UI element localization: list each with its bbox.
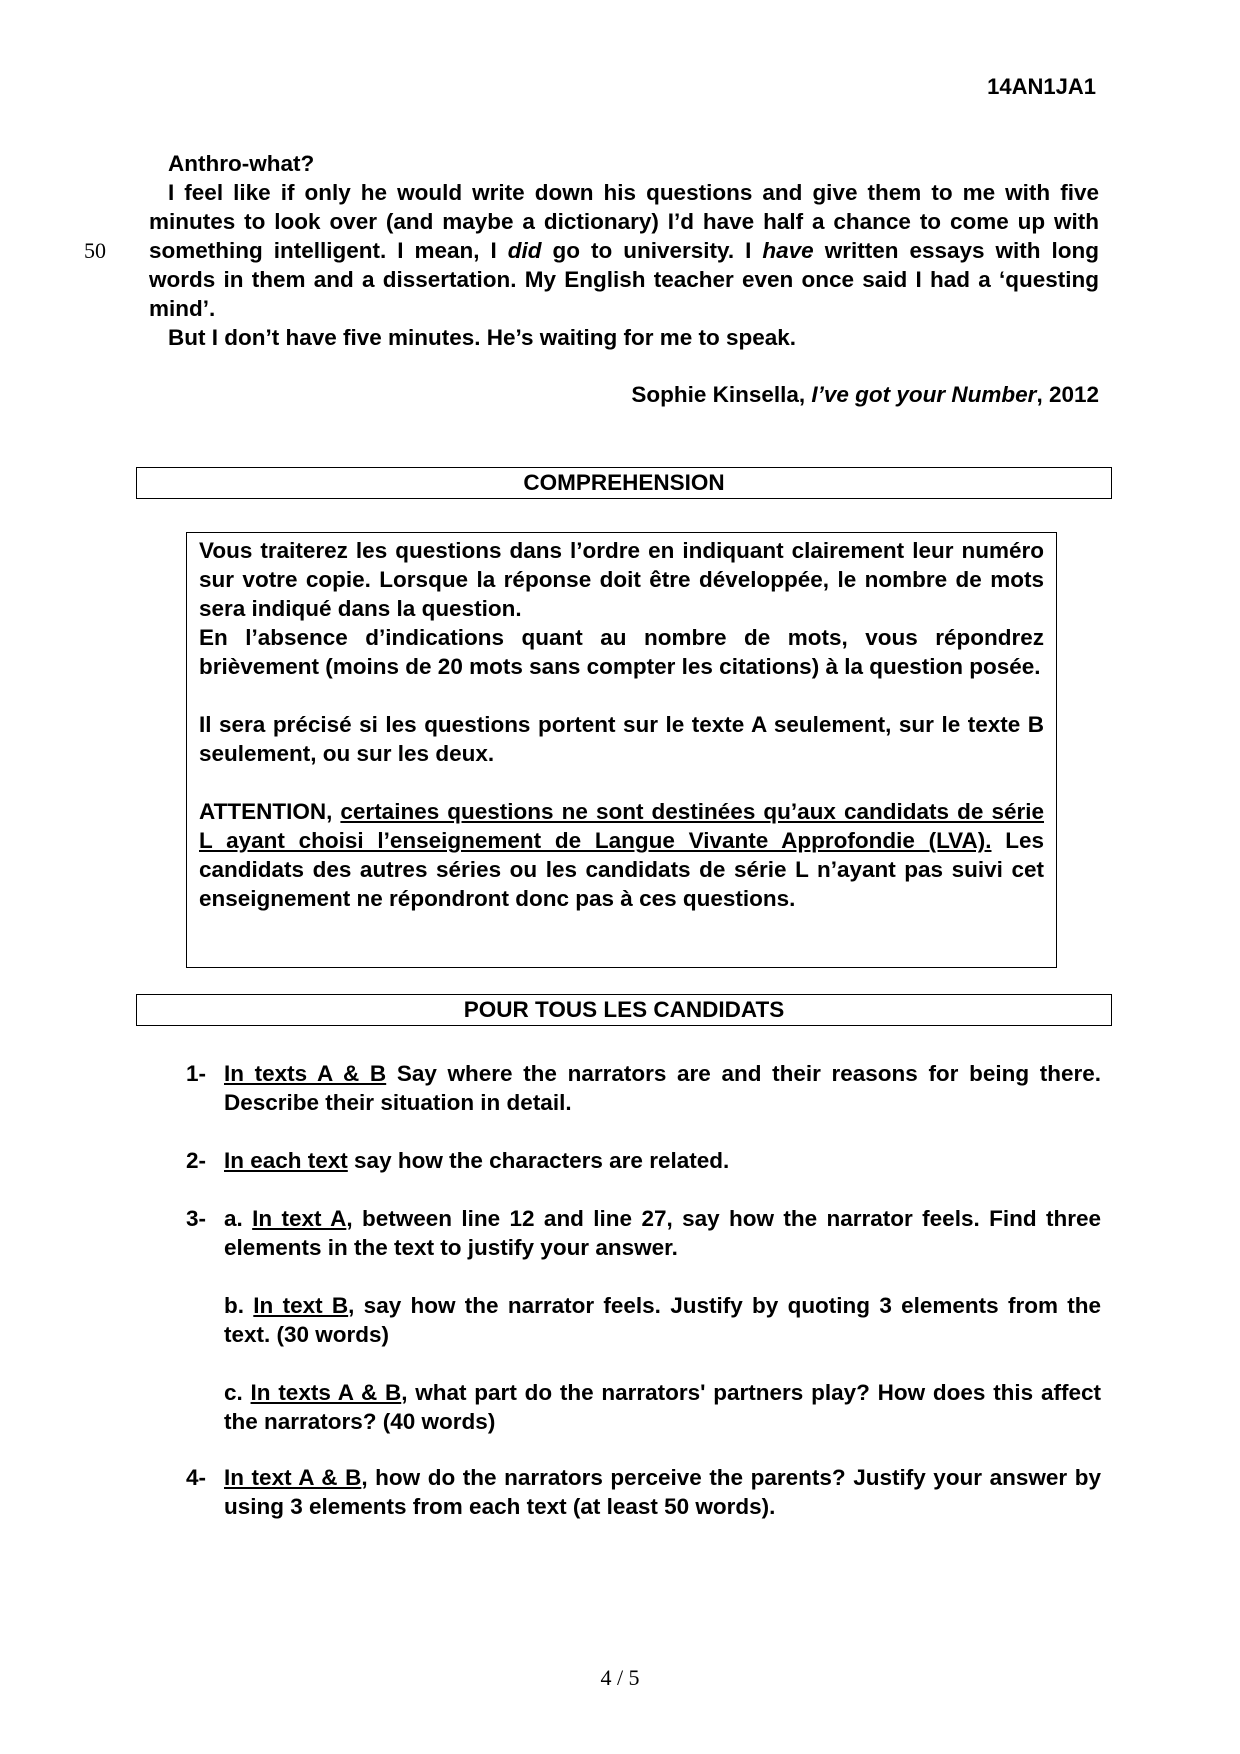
question-number: 1- (186, 1061, 207, 1086)
document-code: 14AN1JA1 (987, 74, 1096, 99)
line-number: 50 (84, 238, 106, 263)
page-number: 4 / 5 (600, 1665, 640, 1690)
instruction-paragraph: Il sera précisé si les questions portent sur le texte A seulement, sur le texte B seulement, ou sur les deux. (199, 712, 1044, 766)
passage-paragraph: But I don’t have five minutes. He’s waiting for me to speak. (168, 325, 797, 350)
all-candidates-heading: POUR TOUS LES CANDIDATS (136, 994, 1112, 1026)
instruction-paragraph: Vous traiterez les questions dans l’ordre en indiquant clairement leur numéro sur votre copie. Lorsque la réponse doit être développée, le nombre de mots sera indiqué dans la question. (199, 538, 1044, 621)
question-number: 3- (186, 1206, 207, 1231)
comprehension-heading: COMPREHENSION (136, 467, 1112, 499)
instructions-box (186, 532, 1057, 968)
question-1: 1- In texts A & B Say where the narrators are and their reasons for being there. Describe their situation in detail. (186, 1061, 1101, 1115)
question-number: 4- (186, 1465, 207, 1490)
text-passage (149, 149, 1099, 352)
instruction-paragraph: En l’absence d’indications quant au nombre de mots, vous répondrez brièvement (moins de 20 mots sans compter les citations) à la question posée. (199, 625, 1044, 679)
question-number: 2- (186, 1148, 207, 1173)
passage-paragraph: I feel like if only he would write down his questions and give them to me with five minutes to look over (and maybe a dictionary) I’d have half a chance to come up with something intelligent. I mean, I did go to university. I have written essays with long words in them and a dissertation. My English teacher even once said I had a ‘questing mind’. (149, 180, 1100, 321)
question-3c: c. In texts A & B, what part do the narrators' partners play? How does this affect the narrators? (40 words) (224, 1380, 1101, 1434)
question-4: 4- In text A & B, how do the narrators perceive the parents? Justify your answer by using 3 elements from each text (at least 50 words). (186, 1465, 1101, 1519)
question-3b: b. In text B, say how the narrator feels. Justify by quoting 3 elements from the text. (30 words) (224, 1293, 1101, 1347)
question-2: 2- In each text say how the characters are related. (186, 1148, 730, 1173)
passage-line: Anthro-what? (168, 151, 315, 176)
question-3 (186, 1204, 1101, 1436)
source-citation: Sophie Kinsella, I’ve got your Number, 2012 (631, 382, 1099, 407)
question-3a: a. In text A, between line 12 and line 27, say how the narrator feels. Find three elements in the text to justify your answer. (224, 1206, 1101, 1260)
attention-paragraph: ATTENTION, certaines questions ne sont destinées qu’aux candidats de série L ayant choisi l’enseignement de Langue Vivante Approfondie (LVA). Les candidats des autres séries ou les candidats de série L n’ayant pas suivi cet enseignement ne répondront donc pas à ces questions. (199, 799, 1044, 911)
